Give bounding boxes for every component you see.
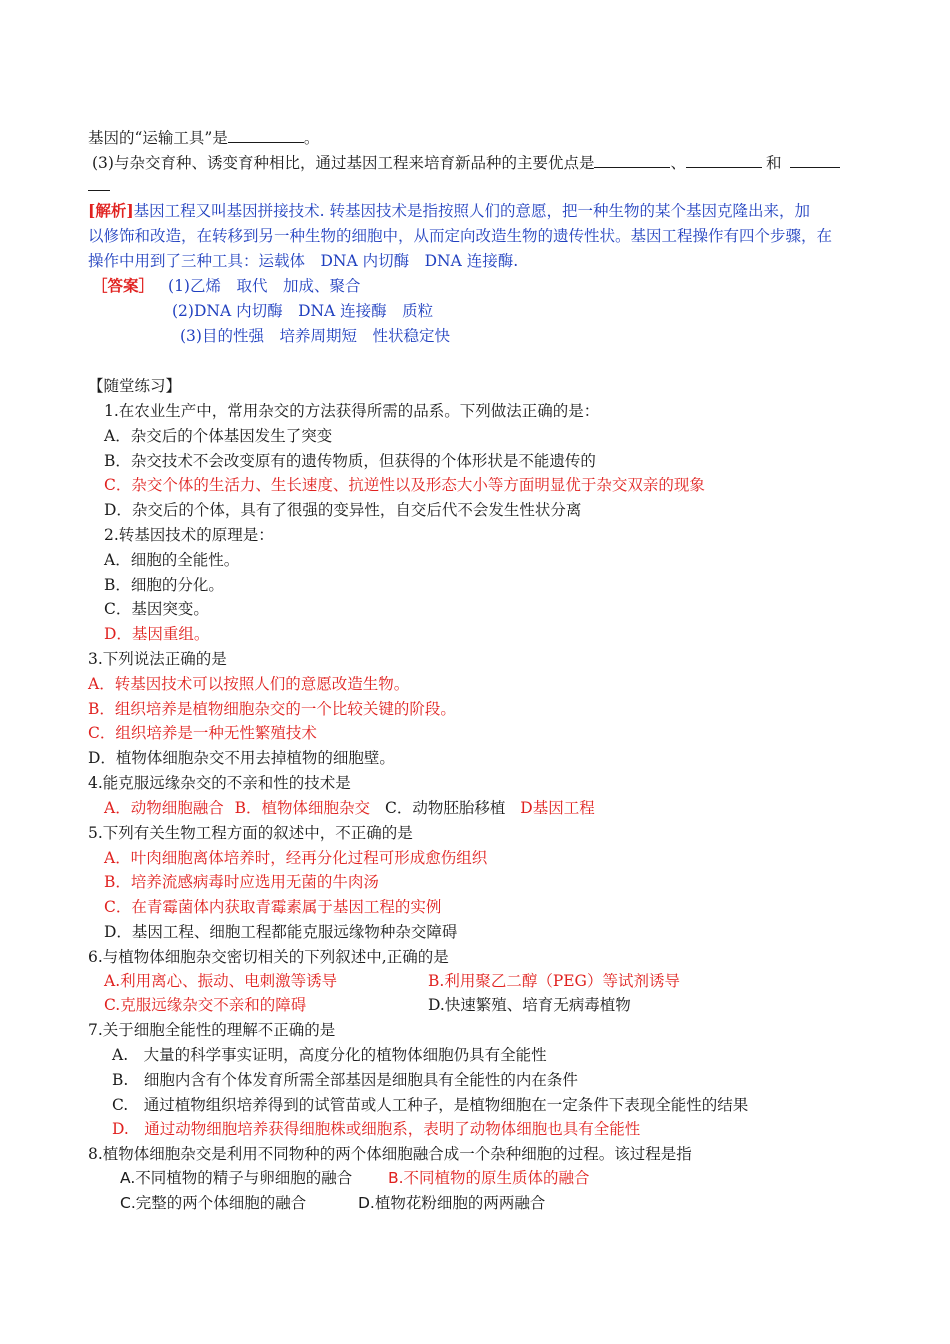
- answer-line-1: [92, 275, 360, 297]
- q1-option-a: A．杂交后的个体基因发生了突变: [104, 427, 333, 445]
- q5-stem: 5.下列有关生物工程方面的叙述中，不正确的是: [88, 824, 413, 842]
- q6-option-b: B.利用聚乙二醇（PEG）等试剂诱导: [428, 972, 680, 990]
- q4-option-b: B．植物体细胞杂交: [234, 799, 371, 817]
- q6-option-a: A.利用离心、振动、电刺激等诱导: [104, 972, 338, 990]
- q4-stem: 4.能克服远缘杂交的不亲和性的技术是: [88, 774, 351, 792]
- analysis-text-1: 基因工程又叫基因拼接技术. 转基因技术是指按照人们的意愿，把一种生物的某个基因克隆出来，加: [133, 202, 811, 220]
- q5-option-b: B．培养流感病毒时应选用无菌的牛肉汤: [104, 873, 379, 891]
- q7-stem: 7.关于细胞全能性的理解不正确的是: [88, 1021, 336, 1039]
- q8-option-c: C.完整的两个体细胞的融合: [120, 1194, 307, 1212]
- q2-option-b: B．细胞的分化。: [104, 576, 224, 594]
- q8-option-a: A.不同植物的精子与卵细胞的融合: [120, 1169, 353, 1187]
- prev-line-1-text: 基因的“运输工具”是: [88, 129, 228, 147]
- q6-option-c: C.克服远缘杂交不亲和的障碍: [104, 996, 307, 1014]
- answer-label: ［答案］: [92, 276, 155, 295]
- q8-stem: 8.植物体细胞杂交是利用不同物种的两个体细胞融合成一个杂种细胞的过程。该过程是指: [88, 1145, 692, 1163]
- q4-option-a: A．动物细胞融合: [104, 799, 224, 817]
- q3-option-c: C．组织培养是一种无性繁殖技术: [88, 724, 317, 742]
- answer-blank: [790, 151, 840, 168]
- q7-option-b: B. 细胞内含有个体发育所需全部基因是细胞具有全能性的内在条件: [112, 1071, 578, 1089]
- answer-blank: [228, 126, 304, 143]
- q7-option-d: D. 通过动物细胞培养获得细胞株或细胞系，表明了动物体细胞也具有全能性: [112, 1120, 641, 1138]
- q6-option-d: D.快速繁殖、培育无病毒植物: [428, 996, 631, 1014]
- q3-option-d: D．植物体细胞杂交不用去掉植物的细胞壁。: [88, 749, 395, 767]
- q6-stem: 6.与植物体细胞杂交密切相关的下列叙述中,正确的是: [88, 948, 449, 966]
- prev-line-1-end: 。: [303, 129, 320, 147]
- q1-option-d: D．杂交后的个体，具有了很强的变异性，自交后代不会发生性状分离: [104, 501, 582, 519]
- analysis-line-1: [88, 200, 810, 222]
- q5-option-d: D．基因工程、细胞工程都能克服远缘物种杂交障碍: [104, 923, 458, 941]
- prev-line-2-text: (3)与杂交育种、诱变育种相比，通过基因工程来培育新品种的主要优点是: [92, 154, 595, 172]
- answer-text-1: (1)乙烯 取代 加成、聚合: [168, 277, 361, 295]
- q3-option-b: B．组织培养是植物细胞杂交的一个比较关键的阶段。: [88, 700, 456, 718]
- q7-option-a: A. 大量的科学事实证明，高度分化的植物体细胞仍具有全能性: [112, 1046, 547, 1064]
- q2-option-c: C．基因突变。: [104, 600, 209, 618]
- q8-option-b: B.不同植物的原生质体的融合: [388, 1169, 590, 1187]
- q8-option-d: D.植物花粉细胞的两两融合: [358, 1194, 546, 1212]
- answer-blank: [594, 151, 670, 168]
- analysis-label: [解析]: [88, 201, 134, 220]
- prev-line-2: [92, 151, 840, 174]
- q4-options: [104, 797, 595, 819]
- q1-stem: 1.在农业生产中，常用杂交的方法获得所需的品系。下列做法正确的是：: [104, 402, 600, 420]
- analysis-text-2: 以修饰和改造，在转移到另一种生物的细胞中，从而定向改造生物的遗传性状。基因工程操作有四个步骤，在: [88, 227, 833, 245]
- q3-option-a: A．转基因技术可以按照人们的意愿改造生物。: [88, 675, 410, 693]
- practice-heading: 【随堂练习】: [88, 377, 182, 395]
- q2-stem: 2.转基因技术的原理是：: [104, 526, 274, 544]
- prev-line-2-wrap: [88, 174, 110, 197]
- q4-option-d: D基因工程: [520, 799, 595, 817]
- analysis-text-3: 操作中用到了三种工具：运载体 DNA 内切酶 DNA 连接酶.: [88, 252, 519, 270]
- prev-line-1: [88, 126, 319, 149]
- q1-option-c: C．杂交个体的生活力、生长速度、抗逆性以及形态大小等方面明显优于杂交双亲的现象: [104, 476, 705, 494]
- answer-text-2: (2)DNA 内切酶 DNA 连接酶 质粒: [172, 302, 434, 320]
- q1-option-b: B．杂交技术不会改变原有的遗传物质，但获得的个体形状是不能遗传的: [104, 452, 596, 470]
- q4-option-c: C．动物胚胎移植: [384, 799, 506, 817]
- conjunction: 和: [765, 154, 782, 172]
- q7-option-c: C. 通过植物组织培养得到的试管苗或人工种子，是植物细胞在一定条件下表现全能性的结果: [112, 1096, 749, 1114]
- q2-option-d: D．基因重组。: [104, 625, 210, 643]
- q2-option-a: A．细胞的全能性。: [104, 551, 240, 569]
- separator: 、: [670, 154, 686, 172]
- q5-option-a: A．叶肉细胞离体培养时，经再分化过程可形成愈伤组织: [104, 849, 488, 867]
- q5-option-c: C．在青霉菌体内获取青霉素属于基因工程的实例: [104, 898, 442, 916]
- q3-stem: 3.下列说法正确的是: [88, 650, 227, 668]
- answer-blank: [686, 151, 762, 168]
- answer-text-3: (3)目的性强 培养周期短 性状稳定快: [180, 327, 450, 345]
- answer-blank: [88, 174, 110, 191]
